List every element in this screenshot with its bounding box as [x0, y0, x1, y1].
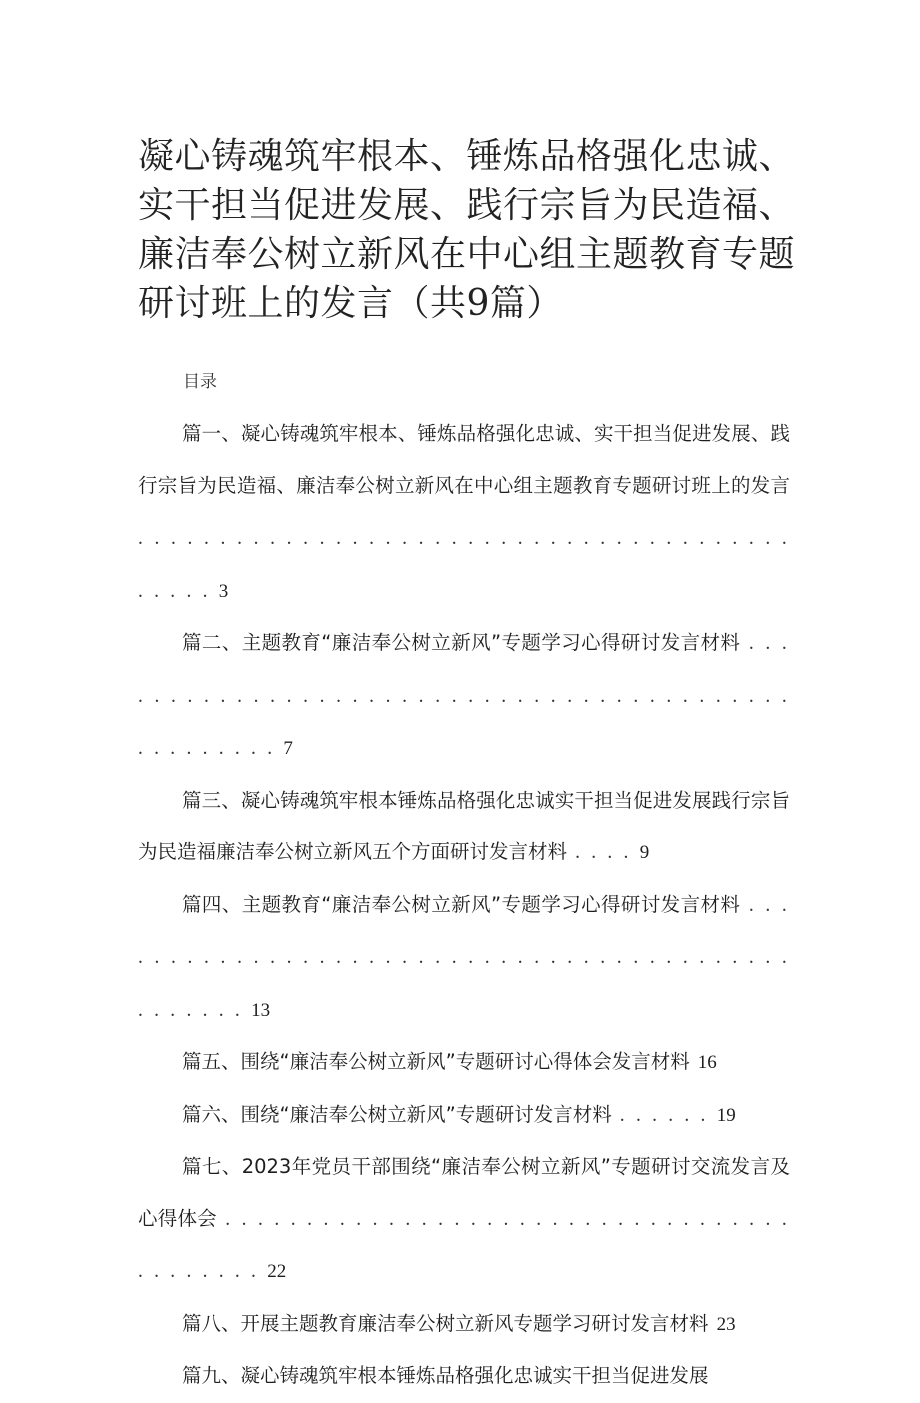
toc-entry-title: 篇五、围绕“廉洁奉公树立新风”专题研讨心得体会发言材料 — [182, 1050, 690, 1073]
toc-entry-title: 篇一、凝心铸魂筑牢根本、锤炼品格强化忠诚、实干担当促进发展、践行宗旨为民造福、廉洁奉公树立新风在中心组主题教育专题研讨班上的发言 — [138, 422, 790, 497]
toc-entry-title: 篇三、凝心铸魂筑牢根本锤炼品格强化忠诚实干担当促进发展践行宗旨为民造福廉洁奉公树立新风五个方面研讨发言材料 — [138, 788, 790, 863]
toc-page-number: 9 — [639, 842, 650, 863]
toc-page-number: 19 — [716, 1104, 736, 1126]
toc-page-number: 7 — [283, 738, 293, 759]
toc-entry-title: 篇六、围绕“廉洁奉公树立新风”专题研讨发言材料 — [182, 1102, 612, 1126]
toc-entry-title: 篇四、主题教育“廉洁奉公树立新风”专题学习心得研讨发言材料 — [182, 892, 741, 916]
toc-heading: 目录 — [183, 372, 217, 392]
toc-entry-title: 篇七、2023年党员干部围绕“廉洁奉公树立新风”专题研讨交流发言及心得体会 — [138, 1155, 790, 1230]
table-of-contents — [138, 408, 790, 1403]
toc-entry-5[interactable] — [138, 1036, 790, 1089]
toc-leader: . . . . . . — [611, 1104, 717, 1126]
toc-leader: . . . . . . . . . . . . . . . . . . . . . . . . . . . . . . . . . . . . . . . . . . . . . . . . . . — [138, 894, 790, 1021]
toc-entry-7[interactable] — [138, 1141, 790, 1298]
toc-entry-title: 篇九、凝心铸魂筑牢根本锤炼品格强化忠诚实干担当促进发展 — [182, 1364, 709, 1387]
toc-entry-3[interactable] — [138, 775, 790, 879]
toc-page-number: 13 — [251, 999, 271, 1021]
document-title: 凝心铸魂筑牢根本、锤炼品格强化忠诚、实干担当促进发展、践行宗旨为民造福、廉洁奉公树立新风在中心组主题教育专题研讨班上的发言（共9篇） — [138, 136, 796, 324]
toc-entry-8[interactable] — [138, 1298, 790, 1351]
toc-entry-4[interactable] — [138, 879, 790, 1037]
toc-leader: . . . . . . . . . . . . . . . . . . . . . . . . . . . . . . . . . . . . . . . . . . . . . . . . . . . . — [138, 633, 790, 759]
toc-leader — [709, 1314, 717, 1335]
toc-leader — [690, 1052, 698, 1073]
toc-entry-2[interactable] — [138, 617, 790, 775]
toc-page-number: 23 — [716, 1313, 736, 1335]
toc-entry-1[interactable] — [138, 408, 790, 617]
toc-leader: . . . . . . . . . . . . . . . . . . . . . . . . . . . . . . . . . . . . . . . . . . . . . — [138, 528, 790, 602]
toc-entry-title: 篇八、开展主题教育廉洁奉公树立新风专题学习研讨发言材料 — [182, 1311, 709, 1335]
toc-entry-title: 篇二、主题教育“廉洁奉公树立新风”专题学习心得研讨发言材料 — [182, 631, 741, 654]
toc-page-number: 3 — [218, 580, 229, 602]
toc-entry-9[interactable] — [138, 1350, 790, 1403]
toc-page-number: 16 — [697, 1052, 717, 1073]
toc-leader: . . . . — [567, 842, 640, 863]
toc-leader: . . . . . . . . . . . . . . . . . . . . . . . . . . . . . . . . . . . . . . . . . . . — [138, 1208, 790, 1282]
toc-page-number: 22 — [267, 1261, 287, 1282]
toc-entry-6[interactable] — [138, 1089, 790, 1142]
